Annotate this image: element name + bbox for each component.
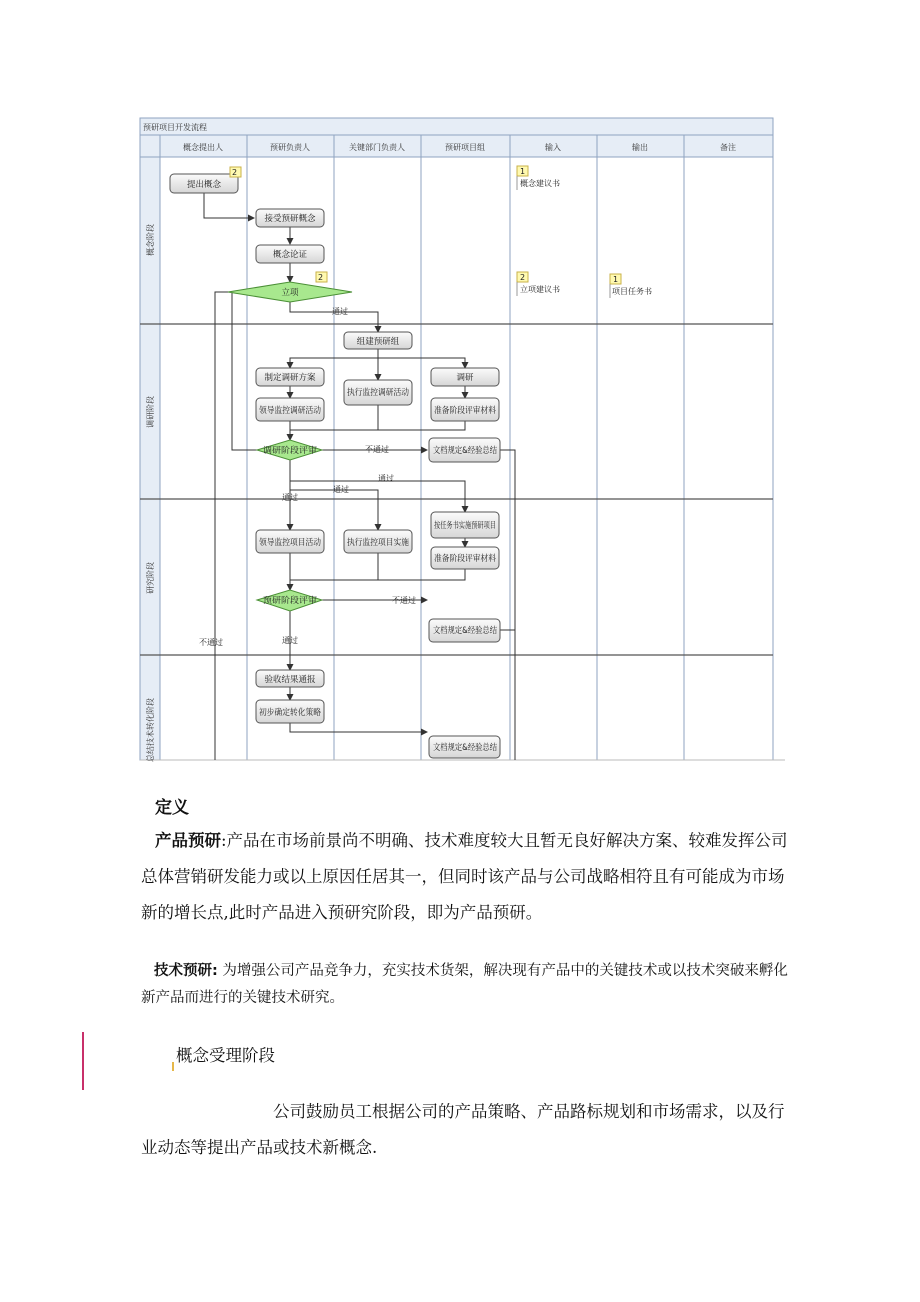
box-verify-label: 概念论证 <box>272 250 308 260</box>
box-assign-label: 按任务书实施预研项目 <box>434 521 520 531</box>
note-marker-2-num: 2 <box>318 273 324 282</box>
lane-label-research: 研究阶段 <box>146 562 155 594</box>
definition-tech-paragraph <box>141 958 791 1012</box>
decision-approve-label: 立项 <box>281 288 299 298</box>
box-lead-survey-label: 领导监控调研活动 <box>259 406 328 416</box>
column-header-remark: 备注 <box>720 143 736 152</box>
margin-change-bar <box>82 1032 84 1090</box>
decision-survey-review-label: 调研阶段评审 <box>263 446 315 456</box>
product-text: :产品在市场前景尚不明确、技术难度较大且暂无良好解决方案、较难发挥公司总体营销研发能力或以上原因任居其一，但同时该产品与公司战略相符且有可能成为市场新的增长点,此时产品进入预研究阶段，即为产品预研。 <box>141 831 788 922</box>
box-exec-proj-label: 执行监控项目实施 <box>347 538 416 548</box>
lane-label-concept: 概念阶段 <box>146 224 155 256</box>
edge-label-fail3: 不通过 <box>199 638 223 647</box>
box-accept-report-label: 验收结果通报 <box>264 675 316 685</box>
box-lead-proj-label: 领导监控项目活动 <box>259 538 328 548</box>
box-survey-label: 调研 <box>456 373 474 383</box>
edge-label-pass2b: 通过 <box>282 493 298 502</box>
stage-heading: 概念受理阶段 <box>176 1046 275 1065</box>
box-doc2-label: 文档规定&经验总结 <box>433 626 508 636</box>
column-header-dept: 关键部门负责人 <box>349 143 405 152</box>
heading-marker <box>172 1062 174 1071</box>
stage-paragraph <box>141 1094 791 1166</box>
note-input-1-num: 1 <box>520 167 526 176</box>
box-doc1-label: 文档规定&经验总结 <box>433 446 508 456</box>
note-input-2-num: 2 <box>520 273 526 282</box>
tech-text: 为增强公司产品竞争力，充实技术货架，解决现有产品中的关键技术或以技术突破来孵化新产品而进行的关键技术研究。 <box>141 963 788 1006</box>
note-output-1-num: 1 <box>613 275 619 284</box>
note-input-1-text: 概念建议书 <box>520 179 560 188</box>
stage-text: 公司鼓励员工根据公司的产品策略、产品路标规划和市场需求，以及行业动态等提出产品或技术新概念. <box>141 1102 785 1157</box>
decision-research-review-label: 预研阶段评审 <box>263 596 315 606</box>
product-term: 产品预研 <box>155 831 221 850</box>
edge-label-fail1: 不通过 <box>365 445 389 454</box>
flowchart-title: 预研项目开发流程 <box>143 123 207 132</box>
column-header-proposer: 概念提出人 <box>183 143 223 152</box>
note-output-1-text: 项目任务书 <box>612 287 652 296</box>
column-header-input: 输入 <box>545 143 561 152</box>
box-doc3-label: 文档规定&经验总结 <box>433 743 508 753</box>
column-header-output: 输出 <box>632 143 648 152</box>
edge-label-pass1: 通过 <box>332 307 348 316</box>
note-input-2-text: 立项建议书 <box>520 285 560 294</box>
box-prep-review2-label: 准备阶段评审材料 <box>434 554 503 564</box>
column-header-team: 预研项目组 <box>445 143 485 152</box>
note-marker-1-num: 2 <box>232 168 238 177</box>
edge-label-pass3: 通过 <box>333 485 349 494</box>
tech-term: 技术预研: <box>154 963 218 979</box>
box-propose-label: 提出概念 <box>186 180 222 190</box>
flowchart-title-bar <box>140 118 773 135</box>
edge-label-pass4: 通过 <box>282 636 298 645</box>
edge-label-pass2: 通过 <box>378 474 394 483</box>
lane-label-transfer: 总结技术转化阶段 <box>146 698 155 762</box>
box-setup-label: 组建预研组 <box>356 337 400 347</box>
box-accept-label: 接受预研概念 <box>264 214 316 224</box>
box-strategy-label: 初步确定转化策略 <box>259 708 328 718</box>
box-exec-survey-label: 执行监控调研活动 <box>347 388 416 398</box>
edge-label-fail2: 不通过 <box>392 596 416 605</box>
definition-title: 定义 <box>155 798 189 818</box>
box-plan-label: 制定调研方案 <box>264 373 316 383</box>
lane-label-survey: 调研阶段 <box>146 396 155 428</box>
box-prep-review1-label: 准备阶段评审材料 <box>434 406 503 416</box>
definition-product-paragraph <box>141 823 791 931</box>
column-header-lead: 预研负责人 <box>270 143 310 152</box>
